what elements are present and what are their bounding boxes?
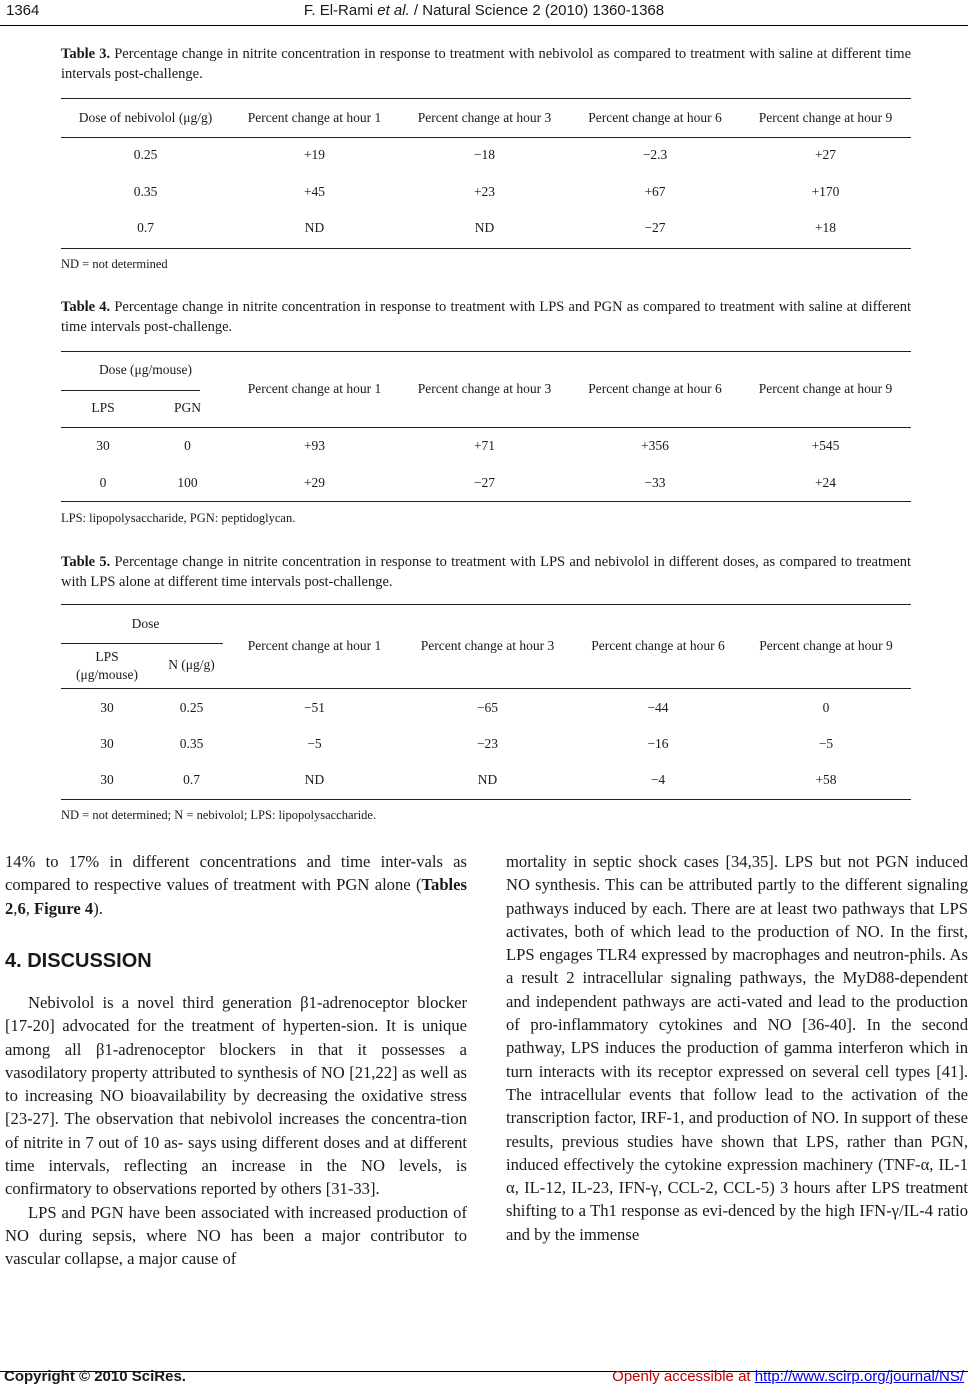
table4-cell: −33 (644, 475, 666, 490)
table5-cell: 0.7 (183, 772, 200, 787)
table5-header: Percent change at hour 6 (591, 638, 725, 653)
running-header (0, 2, 968, 19)
table4-header: Percent change at hour 1 (247, 381, 382, 396)
table5-caption-text: Percentage change in nitrite concentration in response to treatment with LPS and nebivolol in different doses, as compared to treatment with LPS alone at different time intervals post-challenge. (61, 554, 911, 590)
left-column-discussion (5, 991, 467, 1271)
table5-cell: ND (304, 772, 325, 787)
table3-header: Percent change at hour 3 (417, 110, 552, 125)
table4-subheader: LPS (91, 400, 115, 415)
table4-caption-text: Percentage change in nitrite concentration in response to treatment with LPS and PGN as compared to treatment with saline at different time intervals post-challenge. (61, 299, 911, 335)
table5-subheader-lps-unit: (μg/mouse) (76, 667, 138, 682)
table5-header: Percent change at hour 3 (420, 638, 555, 653)
table5-cell: +58 (815, 772, 837, 787)
table5-cell: −51 (303, 700, 326, 715)
ref-sep: , (13, 898, 18, 918)
table3-cell: +18 (814, 220, 837, 235)
table3-label: Table 3. (61, 46, 111, 62)
page-number: 1364 (6, 2, 40, 19)
table5-note: ND = not determined; N = nebivolol; LPS: lipopolysaccharide. (61, 808, 377, 822)
table5-cell: 30 (100, 772, 114, 787)
table4-group-header: Dose (μg/mouse) (98, 362, 193, 377)
ref-end: ). (93, 898, 103, 918)
table5-cell: 0.25 (179, 700, 204, 715)
table5-header-rule (61, 688, 911, 689)
table5-subheader-lps-line: LPS (95, 649, 119, 664)
table5-cell: ND (477, 772, 498, 787)
discussion-paragraph: mortality in septic shock cases [34,35]. LPS but not PGN induced NO synthesis. This can be attributed partly to the different signaling pathways induced by each. There are at least two pathways that LPS activates, both of which lead to the production of NO. In the first, LPS engages TLR4 expressed by macrophages and neutron-phils. As a result 2 intracellular signaling pathways, the MyD88-dependent and independent pathways are acti-vated and lead to the production of pro-inflammatory cytokines and NO [36-40]. In the second pathway, LPS induces the production of gamma interferon which in turn interacts with its receptor expressed on several cell types [41]. The intracellular events that follow lead to the activation of the transcription factor, IRF-1, and production of NO. In support of these results, previous studies have shown that LPS, rather than PGN, induced effectively the cytokine expression machinery (TNF-α, IL-1 α, IL-12, IL-23, IFN-γ, CCL-2, CCL-5) 3 hours after LPS treatment shifting to a Th1 response as evi-denced by the high IFN-γ/IL-4 ratio and by the immense (506, 852, 968, 1244)
table4-cell: +545 (811, 438, 840, 453)
table3-cell: 0.25 (133, 147, 158, 162)
table6-ref[interactable]: 6 (17, 898, 26, 918)
table4-header: Percent change at hour 6 (588, 381, 722, 396)
table5-cell: −5 (818, 736, 834, 751)
table5-caption (61, 552, 911, 592)
table3-cell: +170 (811, 184, 840, 199)
table4-cell: 0 (184, 438, 191, 453)
table5-label: Table 5. (61, 554, 111, 570)
table4-cell: 0 (99, 475, 107, 490)
table4-cell: +93 (303, 438, 326, 453)
table3-cell: +27 (814, 147, 837, 162)
table3-cell: 0.35 (133, 184, 158, 199)
table3-cell: ND (304, 220, 325, 235)
table5-cell: 0.35 (179, 736, 204, 751)
table3-cell: −27 (644, 220, 666, 235)
table3-cell: −2.3 (642, 147, 668, 162)
table3-caption-text: Percentage change in nitrite concentration in response to treatment with nebivolol as compared to treatment with saline at different time intervals post-challenge. (61, 46, 912, 82)
table3-cell: −18 (473, 147, 496, 162)
table3-header: Percent change at hour 6 (588, 110, 722, 125)
table4-header: Percent change at hour 9 (758, 381, 893, 396)
table5-cell: −44 (647, 700, 669, 715)
table4-subheader: PGN (173, 400, 201, 415)
table3-cell: +23 (473, 184, 496, 199)
ref-comma: , (25, 898, 35, 918)
journal-link[interactable]: http://www.scirp.org/journal/NS/ (754, 1368, 964, 1385)
table3-top-rule (61, 98, 911, 99)
table4-cell: 30 (96, 438, 110, 453)
figure4-ref[interactable]: Figure 4 (34, 898, 94, 918)
header-author: F. El-Rami (303, 2, 378, 19)
table3-cell: ND (474, 220, 495, 235)
table5-cell: 0 (822, 700, 830, 715)
table3-cell: 0.7 (137, 220, 154, 235)
table4-cell: +24 (814, 475, 837, 490)
table4-cell: +29 (303, 475, 326, 490)
table5-cell: −4 (650, 772, 666, 787)
table4-header: Percent change at hour 3 (417, 381, 552, 396)
table5-cell: −16 (647, 736, 669, 751)
copyright: Copyright © 2010 SciRes. (4, 1368, 186, 1385)
table4-top-rule (61, 351, 911, 352)
table4-cell: −27 (473, 475, 496, 490)
section-heading: 4. DISCUSSION (5, 950, 152, 972)
right-column (506, 850, 968, 1246)
table4-header-rule (61, 427, 911, 428)
table4-group-rule (61, 390, 200, 391)
table4-note: LPS: lipopolysaccharide, PGN: peptidoglycan. (61, 511, 296, 525)
table5-cell: −5 (307, 736, 322, 751)
table5-cell: −65 (476, 700, 499, 715)
table3-caption (61, 44, 911, 84)
table5-bottom-rule (61, 799, 911, 800)
table4-cell: +71 (473, 438, 496, 453)
table3-cell: +45 (303, 184, 326, 199)
open-access-note (612, 1368, 964, 1385)
table4-bottom-rule (61, 501, 911, 502)
header-etal: et al. (377, 2, 410, 19)
table3-note: ND = not determined (61, 257, 168, 271)
table3-header: Percent change at hour 9 (758, 110, 893, 125)
table4-cell: +356 (641, 438, 669, 453)
discussion-paragraph: Nebivolol is a novel third generation β1-adrenoceptor blocker [17-20] advocated for the treatment of hyperten-sion. It is unique among all β1-adrenoceptor blockers in that it possesses a vasodilatory property attributed to synthesis of NO [21,22] as well as to increasing NO bioavailability by decreasing the oxidative stress [23-27]. The observation that nebivolol increases the concentra-tion of nitrite in 7 out of 10 as- says using different doses and at different time intervals, reflecting an increase in the NO levels, is confirmatory to observations reported by others [31-33]. (5, 993, 467, 1199)
table5-cell: 30 (100, 700, 114, 715)
table5-group-rule (61, 643, 223, 644)
table3-cell: +19 (303, 147, 326, 162)
header-journal: / Natural Science 2 (2010) 1360-1368 (409, 2, 665, 19)
table5-cell: 30 (100, 736, 114, 751)
table4-cell: 100 (177, 475, 198, 490)
left-column-intro (5, 850, 467, 920)
table5-cell: −23 (476, 736, 499, 751)
intro-text: 14% to 17% in different concentrations and time inter-vals as compared to respective values of treatment with PGN alone ( (5, 852, 467, 895)
table3-header: Percent change at hour 1 (247, 110, 382, 125)
table3-header: Dose of nebivolol (μg/g) (78, 110, 213, 125)
table5-header: Percent change at hour 9 (759, 638, 893, 653)
table5-top-rule (61, 604, 911, 605)
tables-ref[interactable]: Tables 2 (5, 875, 467, 918)
table3-bottom-rule (61, 248, 911, 249)
table4-label: Table 4. (61, 299, 111, 315)
table5-subheader-lps (61, 648, 153, 684)
discussion-paragraph: LPS and PGN have been associated with increased production of NO during sepsis, where NO has been a major contributor to vascular collapse, a major cause of (5, 1202, 467, 1269)
table3-header-rule (61, 137, 911, 138)
header-rule (0, 25, 968, 26)
table5-group-header: Dose (131, 616, 160, 631)
table5-header: Percent change at hour 1 (247, 638, 382, 653)
open-access-text: Openly accessible at (612, 1368, 755, 1385)
table4-caption (61, 297, 911, 337)
table3-cell: +67 (644, 184, 666, 199)
table5-subheader-n: N (μg/g) (168, 657, 215, 672)
